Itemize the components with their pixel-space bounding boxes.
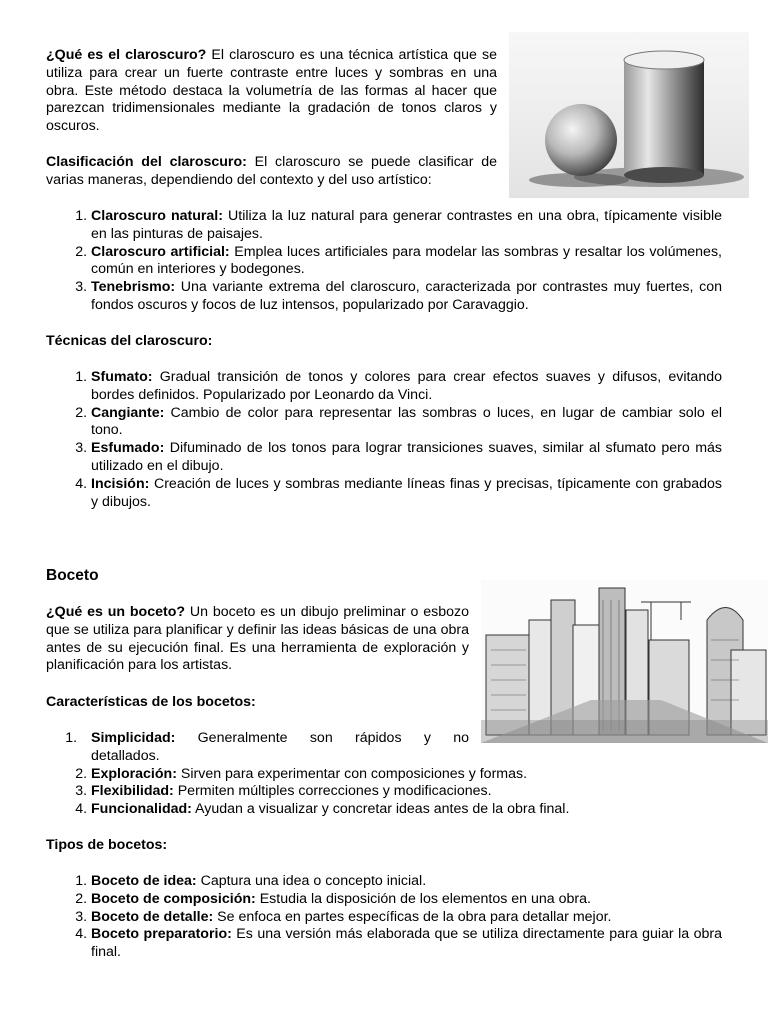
list-item bbox=[91, 369, 722, 405]
classification-text: El claroscuro se puede clasificar de varias maneras, dependiendo del contexto y del uso artístico: bbox=[46, 154, 497, 188]
item-term: Tenebrismo: bbox=[91, 279, 176, 296]
list-item bbox=[91, 801, 722, 819]
boceto-intro-term: ¿Qué es un boceto? bbox=[46, 604, 186, 620]
item-term: Cangiante: bbox=[91, 404, 165, 421]
classification-term: Clasificación del claroscuro: bbox=[46, 154, 247, 170]
item-text: Generalmente son rápidos y no detallados. bbox=[91, 730, 469, 764]
item-text: Emplea luces artificiales para modelar las sombras y resaltar los volúmenes, común en interiores y bodegones. bbox=[91, 243, 722, 278]
list-item bbox=[91, 891, 722, 909]
item-text: Creación de luces y sombras mediante líneas finas y precisas, típicamente con grabados y dibujos. bbox=[91, 475, 722, 510]
list-item bbox=[91, 476, 722, 512]
boceto-types-list bbox=[46, 873, 722, 962]
list-item bbox=[91, 279, 722, 315]
list-item bbox=[91, 926, 722, 962]
boceto-intro-text: Un boceto es un dibujo preliminar o esbozo que se utiliza para planificar y definir las ideas básicas de una obra antes de su ejecución final. Es una herramienta de exploración y planificación para los artistas. bbox=[46, 604, 469, 674]
city-sketch-drawing bbox=[481, 580, 768, 743]
types-heading: Tipos de bocetos: bbox=[46, 837, 168, 853]
list-item bbox=[91, 873, 722, 891]
list-item bbox=[91, 909, 722, 927]
boceto-intro bbox=[46, 604, 469, 675]
list-item bbox=[91, 766, 722, 784]
sphere-cylinder-drawing bbox=[509, 32, 749, 198]
item-text: Utiliza la luz natural para generar contrastes en una obra, típicamente visible en las pinturas de paisajes. bbox=[91, 208, 723, 242]
item-text: Captura una idea o concepto inicial. bbox=[196, 873, 427, 889]
claroscuro-intro-text: El claroscuro es una técnica artística que se utiliza para crear un fuerte contraste entre luces y sombras en una obra. Este método destaca la volumetría de las formas al hacer que parezcan tridimensionales mediante la gradación de tonos claros y oscuros. bbox=[46, 47, 497, 135]
features-heading: Características de los bocetos: bbox=[46, 694, 256, 710]
item-text: Se enfoca en partes específicas de la obra para detallar mejor. bbox=[213, 908, 612, 925]
item-term: Exploración: bbox=[91, 765, 177, 782]
item-text: Gradual transición de tonos y colores para crear efectos suaves y difusos, evitando bordes definidos. Popularizado por Leonardo da Vinci. bbox=[91, 369, 722, 403]
features-list bbox=[46, 730, 722, 819]
item-term: Sfumato: bbox=[91, 369, 153, 385]
item-text: Sirven para experimentar con composiciones y formas. bbox=[176, 765, 528, 782]
list-item bbox=[91, 730, 469, 766]
item-term: Claroscuro artificial: bbox=[91, 243, 230, 260]
list-item bbox=[91, 405, 722, 441]
item-text: Es una versión más elaborada que se utiliza directamente para guiar la obra final. bbox=[91, 926, 722, 961]
item-term: Flexibilidad: bbox=[91, 783, 174, 800]
item-term: Incisión: bbox=[91, 475, 150, 492]
claroscuro-classification bbox=[46, 154, 497, 190]
item-term: Esfumado: bbox=[91, 440, 165, 457]
claroscuro-intro-term: ¿Qué es el claroscuro? bbox=[46, 47, 207, 63]
list-item bbox=[91, 208, 722, 244]
item-term: Funcionalidad: bbox=[91, 801, 192, 818]
list-item bbox=[91, 440, 722, 476]
list-item bbox=[91, 783, 722, 801]
item-text: Permiten múltiples correcciones y modificaciones. bbox=[173, 783, 492, 800]
list-item bbox=[91, 244, 722, 280]
item-term: Boceto de detalle: bbox=[91, 908, 214, 925]
item-text: Estudia la disposición de los elementos en una obra. bbox=[255, 890, 591, 907]
item-text: Ayudan a visualizar y concretar ideas antes de la obra final. bbox=[191, 801, 570, 818]
claroscuro-intro bbox=[46, 47, 497, 136]
claroscuro-types-list bbox=[46, 208, 722, 315]
item-text: Una variante extrema del claroscuro, caracterizada por contrastes muy fuertes, con fondos oscuros y focos de luz intensos, popularizado por Caravaggio. bbox=[91, 279, 722, 313]
item-term: Boceto de idea: bbox=[91, 873, 197, 889]
item-term: Simplicidad: bbox=[91, 730, 176, 746]
item-term: Claroscuro natural: bbox=[91, 208, 223, 224]
item-term: Boceto de composición: bbox=[91, 890, 256, 907]
item-text: Cambio de color para representar las sombras o luces, en lugar de cambiar solo el tono. bbox=[91, 404, 722, 439]
techniques-heading: Técnicas del claroscuro: bbox=[46, 333, 213, 349]
item-term: Boceto preparatorio: bbox=[91, 926, 232, 943]
item-text: Difuminado de los tonos para lograr transiciones suaves, similar al sfumato pero más utilizado en el dibujo. bbox=[91, 440, 722, 474]
boceto-title: Boceto bbox=[46, 567, 99, 584]
techniques-list bbox=[46, 369, 722, 511]
